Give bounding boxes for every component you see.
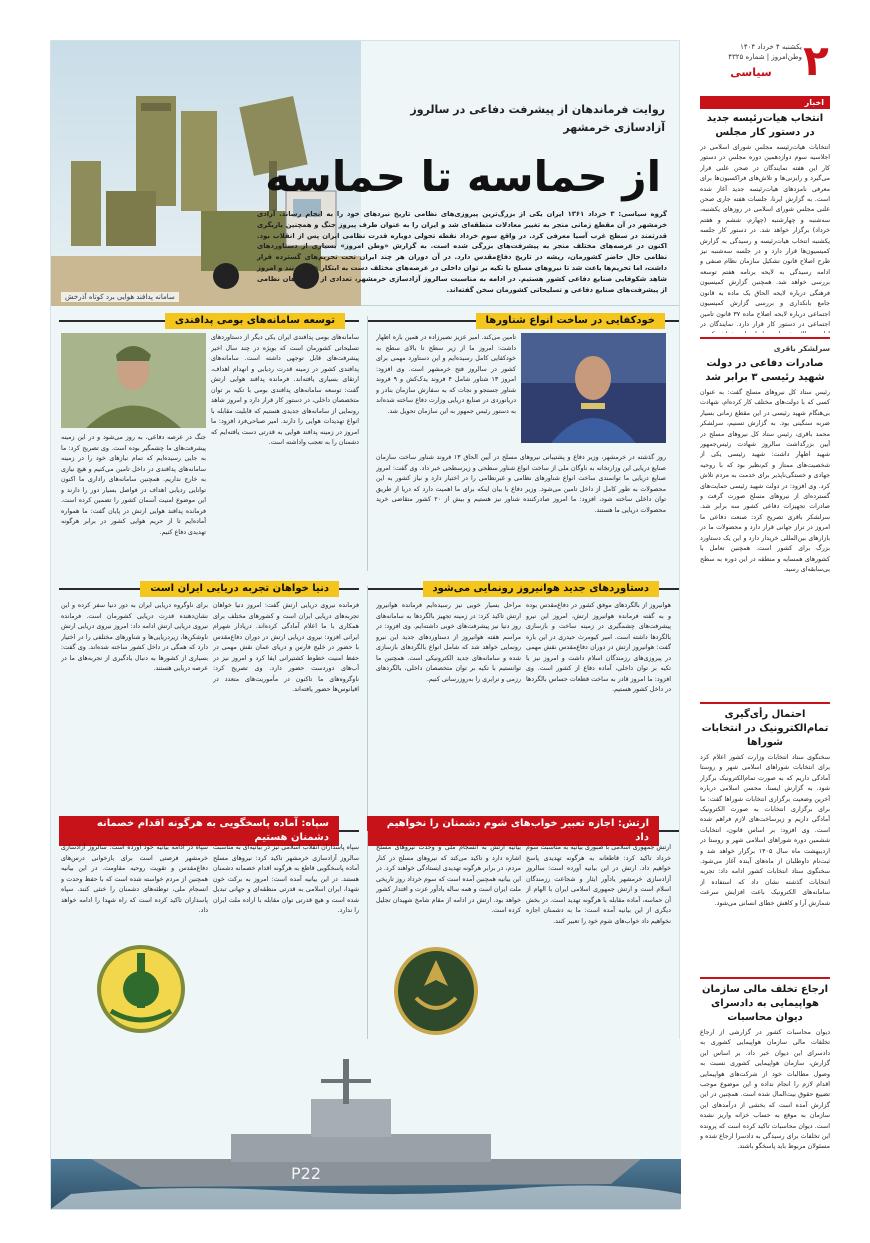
main-feature bbox=[50, 40, 680, 1210]
story-title: ارجاع تخلف مالی سازمان هواپیمایی به دادسرای دیوان محاسبات bbox=[701, 984, 829, 1023]
s1-text-a: تامین می‌کند. امیر عزیز نصیرزاده در همین باره اظهار داشت: امروز ما از زیر سطح تا بالای سطح به خودکفایی کامل رسیده‌ایم و این دستاورد مهمی برای کشور در سالروز فتح خرمشهر است. وی افزود: امروز ۱۳ شناور شامل ۴ فروند یدک‌کش و ۹ فروند شناور جستجو و نجات که به سفارش سازمان بنادر و دریانوردی در صنایع دریایی وزارت دفاع ساخته شده‌اند به دستور رئیس جمهور به این سازمان تحویل شد. bbox=[376, 334, 516, 415]
s3-text-b: هوانیروز از بالگردهای موفق کشور در دفاع‌مقدس بوده و به گفته فرمانده هوانیروز ارتش، امروز این نیرو پیشرفت‌های چشمگیری در زمینه ساخت و بازسازی بالگردها داشته است. امیر کیومرث حیدری در این باره گفت: هوانیروز ارتش در دوران دفاع‌مقدس نقش مهمی در پیروزی‌های رزمندگان اسلام داشت و امروز نیز با تکیه بر توان داخلی، آماده دفاع از کشور است. وی افزود: ما امروز قادر به ساخت قطعات حساس بالگردها در داخل کشور هستیم. bbox=[526, 602, 671, 693]
photo-caption: سامانه پدافند هوایی برد کوتاه آذرخش bbox=[61, 292, 179, 302]
section-heading bbox=[367, 581, 679, 597]
s3-text-a: مراحل بسیار خوبی نیز رسیده‌ایم فرمانده هوانیروز ارتش تاکید کرد: در زمینه تجهیز بالگردها به سامانه‌های روز دنیا نیز پیشرفت‌های خوبی داشته‌ایم. وی افزود: در مراسم هفته هوانیروز از دستاوردهای جدید این نیرو رونمایی خواهد شد که شامل انواع بالگردهای بازسازی شده و سامانه‌های جدید الکترونیکی است. همچنین ما توانستیم با تکیه بر توان متخصصان داخلی، بالگردهای رزمی و ترابری را به‌روزرسانی کنیم. bbox=[376, 602, 521, 683]
news-label: اخبار bbox=[700, 96, 830, 109]
s4-text-a: فرمانده نیروی دریایی ارتش گفت: امروز دنیا خواهان تجربه‌های دریایی ایران است و کشورهای مختلف برای همکاری با ما اعلام آمادگی کرده‌اند. دریادار شهرام ایرانی افزود: نیروی دریایی ارتش در دوران دفاع‌مقدس با حضور در خلیج فارس و دریای عمان نقش مهمی در حفظ امنیت خطوط کشتیرانی ایفا کرد و امروز نیز در آب‌های دوردست حضور دارد. وی تصریح کرد: ناوگروه‌های ما تاکنون در مأموریت‌های متعدد در اقیانوس‌ها حضور یافته‌اند. bbox=[213, 602, 359, 693]
story-title: احتمال رأی‌گیری تمام‌الکترونیک در انتخابات شوراها bbox=[701, 709, 829, 748]
minister-photo bbox=[521, 333, 666, 443]
s2-text-b: جنگ در عرصه دفاعی، به روز می‌شود و در این زمینه پیشرفت‌های ما چشمگیر بوده است. وی تصریح کرد: ما به جایی رسیده‌ایم که تمام نیازهای خود را در زمینه سامانه‌های پدافندی در داخل تامین می‌کنیم و هیچ نیازی به خارج نداریم. همچنین سامانه‌های راداری ما اکنون توانایی ردیابی اهداف در فواصل بسیار دور را دارند و این موضوع امنیت آسمان کشور را تضمین کرده است. فرمانده پدافند هوایی ارتش در پایان گفت: ما همواره آماده‌ایم تا از حریم هوایی کشور در برابر هرگونه تهدیدی دفاع کنیم. bbox=[61, 434, 206, 536]
story-body: سخنگوی ستاد انتخابات وزارت کشور اعلام کرد برای انتخابات شوراهای اسلامی شهر و روستا آمادگی داریم که به صورت تمام‌الکترونیک برگزار شود. به گزارش ایسنا، محسن اسلامی درباره آخرین وضعیت برگزاری انتخابات شوراها گفت: ما برای برگزاری انتخابات به صورت الکترونیک آمادگی داریم و زیرساخت‌های لازم فراهم شده است. وی افزود: بر اساس قانون، انتخابات ششمین دوره شوراهای اسلامی شهر و روستا در اردیبهشت ماه سال ۱۴۰۵ برگزار خواهد شد و ثبت‌نام داوطلبان از ماه‌های آینده آغاز می‌شود. سخنگوی ستاد انتخابات کشور ادامه داد: تجربه انتخابات گذشته نشان داد که استفاده از سامانه‌های الکترونیک باعث افزایش سرعت شمارش آرا و کاهش خطای انسانی می‌شود. bbox=[700, 754, 830, 907]
issue-number: وطن‌امروز | شماره ۴۳۲۵ bbox=[728, 53, 802, 61]
section-name: سیاسی bbox=[730, 66, 772, 79]
sidebar-story-defense-exports bbox=[700, 343, 830, 698]
commander-photo bbox=[61, 333, 206, 428]
section-title: سپاه: آماده پاسخگویی به هرگونه اقدام خصمانه دشمنان هستیم bbox=[59, 816, 339, 846]
page-header bbox=[700, 40, 830, 92]
section-heading bbox=[367, 818, 679, 843]
page-number: ۲ bbox=[803, 40, 829, 85]
story-body: رئیس ستاد کل نیروهای مسلح گفت: به عنوان کسی که با دولت‌های مختلف کار کرده‌ام، شهادت بی‌هنگام شهید رئیسی در این مقطع زمانی بسیار ضربه سنگینی بود. به گزارش تسنیم، سرلشکر محمد باقری، رئیس ستاد کل نیروهای مسلح در آیین بزرگداشت سالروز شهادت رئیس‌جمهور شهید اظهار داشت: شهید رئیسی یکی از شخصیت‌های ممتاز و کم‌نظیر بود که با روحیه جهادی و خستگی‌ناپذیر برای خدمت به مردم تلاش کرد. وی افزود: در دولت شهید رئیسی حمایت‌های گسترده‌ای از نیروهای مسلح صورت گرفت و صادرات تجهیزات دفاعی کشور سه برابر شد. سرلشکر باقری تصریح کرد: صنعت دفاعی ما امروز در تراز جهانی قرار دارد و محصولات ما در بازارهای بین‌المللی خریدار دارد و این یک دستاورد بزرگ برای کشور است. همچنین تعامل با کشورهای همسایه و منطقه در این دوره به سطح بی‌سابقه‌ای رسید. bbox=[700, 389, 830, 573]
hero-kicker: روایت فرماندهان از پیشرفت دفاعی در سالروز آزادسازی خرمشهر bbox=[410, 103, 665, 134]
divider bbox=[700, 977, 830, 979]
s4-text-b: برای ناوگروه دریایی ایران به دور دنیا سفر کرده و این نشان‌دهنده قدرت دریایی کشورمان است. فرمانده نیروی دریایی ارتش ادامه داد: امروز نیروی دریایی ارتش ناوشکن‌ها، زیردریایی‌ها و شناورهای مختلفی را در اختیار دارد که همگی در داخل کشور ساخته شده‌اند. وی گفت: بسیاری از کشورها به دنبال یادگیری از تجربه‌های ما در عرصه دریایی هستند. bbox=[61, 602, 208, 672]
section-title: خودکفایی در ساخت انواع شناورها bbox=[476, 313, 666, 329]
hero-title: از حماسه تا حماسه bbox=[265, 152, 661, 201]
right-sidebar bbox=[700, 40, 830, 1210]
s5-text-a: ارتش جمهوری اسلامی با صبوری بیانیه به مناسبت سوم خرداد تاکید کرد: قاطعانه به هرگونه تهدیدی پاسخ خواهیم داد. ارتش در این بیانیه آورده است: سالروز آزادسازی خرمشهر یادآور ایثار و شجاعت رزمندگان اسلام است و ارتش جمهوری اسلامی ایران با الهام از آن حماسه، آماده مقابله با هرگونه تهدید است. در بخش دیگری از این بیانیه آمده است: ما به دشمنان اجازه نخواهیم داد خواب‌های شوم خود را تعبیر کنند. bbox=[526, 844, 671, 925]
column-divider bbox=[367, 831, 368, 1051]
section-title: دنیا خواهان تجربه دریایی ایران است bbox=[140, 581, 339, 597]
section-heading bbox=[59, 313, 359, 329]
divider bbox=[700, 337, 830, 339]
issue-date: یکشنبه ۴ خرداد ۱۴۰۴ bbox=[740, 43, 802, 51]
army-emblem bbox=[386, 946, 486, 1036]
section-heading bbox=[59, 818, 359, 843]
s6-text-b: سپاه در ادامه بیانیه خود آورده است: سالروز آزادسازی خرمشهر فرصتی است برای بازخوانی درس‌های دفاع‌مقدس و تقویت روحیه مقاومت. در این بیانیه همچنین از مردم خواسته شده است که با حفظ وحدت و انسجام ملی، توطئه‌های دشمنان را خنثی کنند. سپاه پاسداران تاکید کرده است که راه شهدا را ادامه خواهد داد. bbox=[61, 844, 208, 914]
section-heading bbox=[59, 581, 359, 597]
story-title: صادرات دفاعی در دولت شهید رئیسی ۳ برابر شد bbox=[705, 358, 825, 383]
column-divider bbox=[367, 316, 368, 571]
divider bbox=[700, 702, 830, 704]
story-body: انتخابات هیات‌رئیسه مجلس شورای اسلامی در اجلاسیه سوم دوازدهمین دوره مجلس در دستور کار این هفته نمایندگان در صحن علنی قرار می‌گیرد و رایزنی‌ها و تلاش‌های فراکسیون‌ها برای معرفی نامزدهای هیات‌رئیسه جدید آغاز شده است. به گزارش ایرنا، جلسات هفته جاری صحن علنی مجلس شورای اسلامی در روزهای یکشنبه، سه‌شنبه و چهارشنبه (چهارم، ششم و هفتم خرداد) برگزار خواهد شد. در دستور کار جلسه یکشنبه انتخاب هیات‌رئیسه و رسیدگی به گزارش کمیسیون‌ها قرار دارد و در جلسه سه‌شنبه نیز طرح اصلاح قانون تشکیل سازمان نظام صنفی و ادامه رسیدگی به لایحه برنامه هفتم توسعه بررسی خواهد شد. همچنین گزارش کمیسیون فرهنگی درباره لایحه الحاق یک ماده به قانون جامع بانکداری و بررسی گزارش کمیسیون اجتماعی درباره لایحه اصلاح ماده ۳۷ قانون تامین اجتماعی در دستور کار قرار دارد. نمایندگان در bbox=[700, 144, 830, 328]
section-title: ارتش: اجازه تعبیر خواب‌های شوم دشمنان را نخواهیم داد bbox=[367, 816, 659, 846]
irgc-emblem bbox=[91, 941, 191, 1036]
story-body: دیوان محاسبات کشور در گزارشی از ارجاع تخلفات مالی سازمان هواپیمایی کشوری به دادسرای این دیوان خبر داد. بر اساس این گزارش، سازمان هواپیمایی کشوری نسبت به وصول مطالبات خود از شرکت‌های هواپیمایی اقدام لازم را انجام نداده و این موضوع موجب تضییع حقوق بیت‌المال شده است. همچنین در این گزارش آمده است که بخشی از درآمدهای این سازمان به موقع به حساب خزانه واریز نشده است. دیوان محاسبات تاکید کرده است که پرونده این تخلفات برای رسیدگی به دادسرا ارجاع شده و مسئولان مربوط باید پاسخگو باشند. bbox=[700, 1029, 830, 1151]
story-kicker: سرلشکر باقری bbox=[773, 344, 830, 353]
s5-text-b: بیانیه ارتش به انسجام ملی و وحدت نیروهای مسلح اشاره دارد و تاکید می‌کند که نیروهای مسلح در کنار مردم، در برابر هرگونه تهدیدی ایستادگی خواهند کرد. در این بیانیه همچنین آمده است که سوم خرداد روز تاریخی ملت ایران است و همه ساله یادآور عزت و اقتدار کشور خواهد بود. ارتش در ادامه از مقام شامخ شهیدان تجلیل کرده است. bbox=[376, 844, 521, 914]
hero bbox=[51, 41, 679, 306]
hero-lead: گروه سیاسی: ۳ خرداد ۱۳۶۱ ایران یکی از بزرگ‌ترین پیروزی‌های نظامی تاریخ نبردهای خود را به انجام رساند. آزادی خرمشهر در آن مقطع زمانی منجر به تغییر معادلات منطقه‌ای شد و ایران را به عنوان طرف پیروز جنگ و همچنین بازیگری قدرتمند در سطح غرب آسیا معرفی کرد. در واقع سوم خرداد نقطه تحولی دوباره قدرت نظامی ایران پس از انقلاب بود. اکنون در عرصه‌های مختلف منجر به پیشرفت‌های بزرگی شده است. به گزارش «وطن امروز» بسیاری از دستاوردهای نظامی حال حاضر کشورمان، ریشه در تاریخ دفاع‌مقدس دارد. در آن دوران هر چند ایران تحت تحریم‌های گسترده قرار داشت، اما تحریم‌ها باعث شد تا نیروهای مسلح با تکیه بر توان داخلی در عرصه‌های مختلف دست به ابتکار عمل بزنند و امروز شاهد شکوفایی صنایع دفاعی کشور هستیم. در ادامه به مناسبت سالروز آزادسازی خرمشهر، تعدادی از فرماندهان نظامی از پیشرفت‌های صنایع دفاعی و تسلیحاتی کشورمان سخن گفته‌اند. bbox=[257, 210, 667, 294]
warship-photo bbox=[51, 1039, 681, 1209]
section-title: دستاوردهای جدید هوانیروز رونمایی می‌شود bbox=[423, 581, 659, 597]
section-heading bbox=[367, 313, 679, 329]
section-title: توسعه سامانه‌های بومی پدافندی bbox=[165, 313, 345, 329]
hull-number: P22 bbox=[290, 1164, 321, 1183]
story-title: انتخاب هیات‌رئیسه جدید در دستور کار مجلس bbox=[706, 113, 824, 138]
sidebar-story-aviation bbox=[700, 983, 830, 1210]
sidebar-story-elections bbox=[700, 708, 830, 973]
s1-text-b: روز گذشته در خرمشهر، وزیر دفاع و پشتیبانی نیروهای مسلح در آیین الحاق ۱۳ فروند شناور ساخت سازمان صنایع دریایی این وزارتخانه به ناوگان ملی از ساخت انواع شناور سطحی و زیرسطحی خبر داد. وی گفت: امروز صنایع دریایی ما توانمندی ساخت انواع شناورهای نظامی و غیرنظامی را در اختیار دارد و نیاز کشور به این محصولات به طور کامل از داخل تامین می‌شود. وزیر دفاع با بیان اینکه برای ما اهمیت دارد که دریا از طریق توان داخلی ساخته شود، افزود: ما امروز صادرکننده شناور نیز هستیم و بیش از ۲۰ کشور متقاضی خرید محصولات دریایی ما هستند. bbox=[376, 454, 666, 514]
sidebar-story-parliament bbox=[700, 112, 830, 333]
column-divider bbox=[367, 586, 368, 821]
s6-text-a: سپاه پاسداران انقلاب اسلامی نیز در بیانیه‌ای به مناسبت سالروز آزادسازی خرمشهر تاکید کرد: نیروهای مسلح آماده پاسخگویی قاطع به هرگونه اقدام خصمانه دشمنان هستند. در این بیانیه آمده است: امروز به برکت خون شهدا، ایران اسلامی به قدرتی منطقه‌ای و جهانی تبدیل شده است و هیچ قدرتی توان مقابله با اراده ملت ایران را ندارد. bbox=[213, 844, 359, 914]
s2-text-a: سامانه‌های بومی پدافندی ایران یکی دیگر از دستاوردهای تسلیحاتی کشورمان است که بویژه در چند سال اخیر پیشرفت‌های قابل توجهی داشته است. سامانه‌های پدافندی کشور در زمینه قدرت ردیابی و انهدام اهداف، ارتقای بسیاری یافته‌اند. فرمانده پدافند هوایی ارتش گفت: توسعه سامانه‌های پدافندی بومی با تکیه بر توان متخصصان داخلی، در دستور کار قرار دارد و امروز شاهد رونمایی از سامانه‌های جدیدی هستیم که قابلیت مقابله با انواع تهدیدات هوایی را دارند. امیر صباحی‌فرد افزود: ما امروز در زمینه پدافند هوایی به قدرتی دست یافته‌ایم که دشمنان را به تعجب واداشته است. bbox=[211, 334, 359, 446]
